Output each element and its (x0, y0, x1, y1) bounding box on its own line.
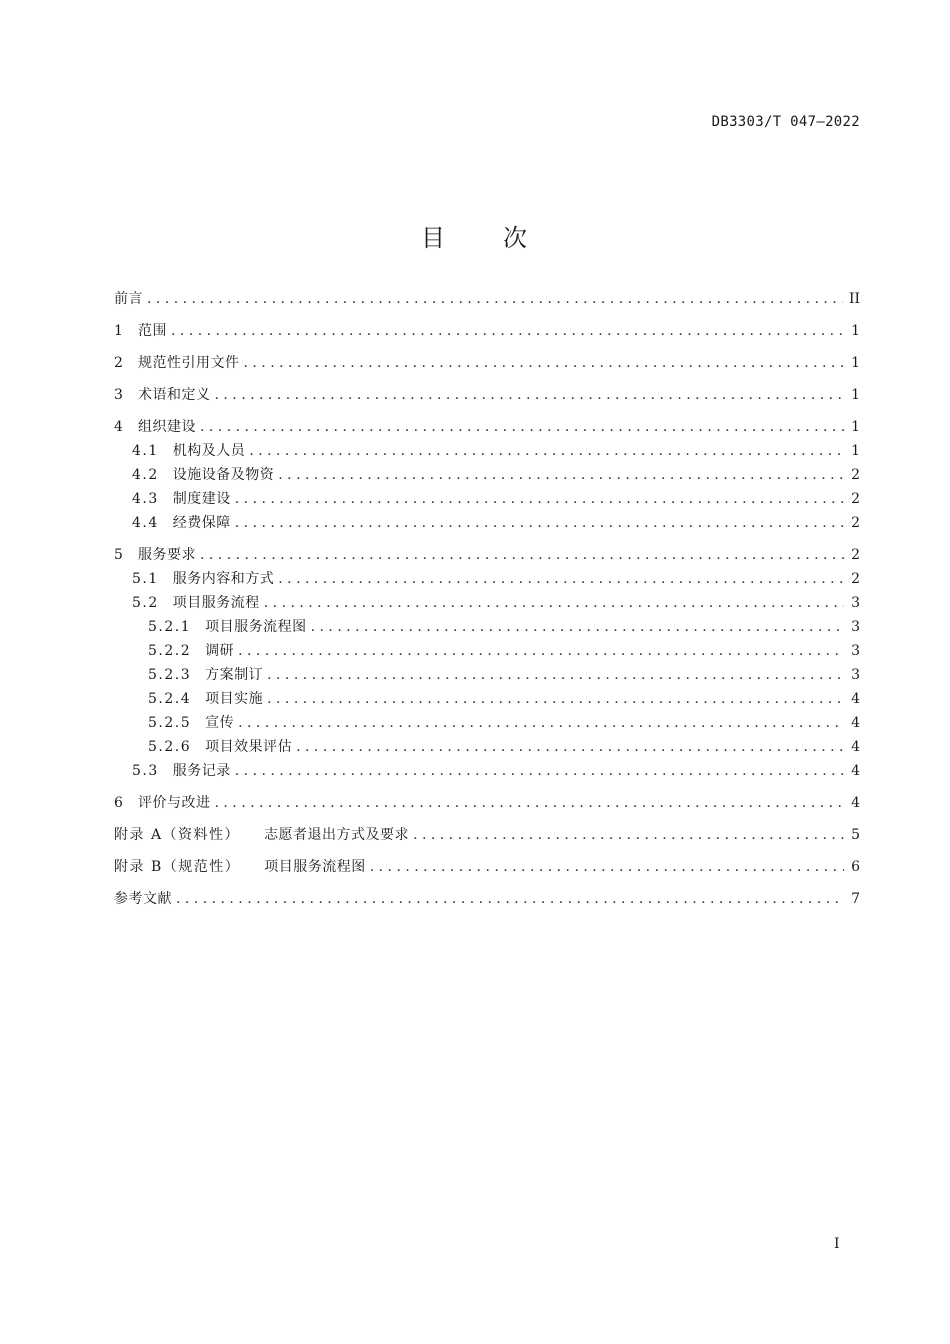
toc-entry-label: 规范性引用文件 (138, 355, 240, 371)
toc-entry-page: 3 (851, 595, 860, 611)
toc-entry-number: 5.2.4 (148, 691, 192, 707)
page-title (0, 218, 950, 253)
toc-entry[interactable] (114, 287, 860, 311)
toc-leader-dots (215, 383, 845, 407)
toc-entry-page: II (848, 291, 860, 307)
toc-entry-number: 5.2.3 (148, 667, 192, 683)
toc-entry-label: 前言 (114, 291, 143, 307)
toc-entry-label: 制度建设 (172, 491, 231, 507)
toc-leader-dots (176, 887, 844, 911)
document-id: DB3303/T 047—2022 (711, 114, 860, 130)
toc-entry-page: 4 (851, 763, 860, 779)
toc-leader-dots (244, 351, 845, 375)
toc-entry[interactable] (114, 439, 860, 463)
toc-entry[interactable] (114, 463, 860, 487)
toc-entry[interactable] (114, 415, 860, 439)
toc-entry-page: 7 (851, 891, 860, 907)
toc-entry-page: 4 (851, 795, 860, 811)
toc-leader-dots (171, 319, 844, 343)
toc-entry[interactable] (114, 543, 860, 567)
toc-entry-label: 范围 (138, 323, 167, 339)
toc-entry[interactable] (114, 639, 860, 663)
toc-entry[interactable] (114, 351, 860, 375)
toc-entry-page: 3 (851, 643, 860, 659)
toc-leader-dots (370, 855, 844, 879)
toc-entry-label: 宣传 (205, 715, 235, 731)
toc-entry-number: 4.1 (132, 443, 159, 459)
toc-entry-page: 2 (851, 467, 860, 483)
toc-entry-page: 2 (851, 515, 860, 531)
toc-entry-number: 1 (114, 323, 125, 339)
toc-entry-page: 3 (851, 667, 860, 683)
toc-leader-dots (147, 287, 843, 311)
toc-entry-number: 5.2 (132, 595, 159, 611)
toc-leader-dots (238, 639, 844, 663)
toc-entry-number: 3 (114, 387, 125, 403)
toc-entry-page: 2 (851, 571, 860, 587)
toc-entry-page: 1 (851, 323, 860, 339)
toc-entry-page: 4 (851, 739, 860, 755)
toc-entry-page: 1 (851, 387, 860, 403)
toc-entry-page: 6 (851, 859, 860, 875)
toc-leader-dots (215, 791, 845, 815)
toc-entry-number: 4.4 (132, 515, 159, 531)
toc-leader-dots (311, 615, 844, 639)
toc-entry-number: 2 (114, 355, 125, 371)
toc-leader-dots (249, 439, 844, 463)
toc-entry-label: 项目服务流程图 (264, 859, 366, 875)
toc-entry-label: 设施设备及物资 (172, 467, 275, 483)
toc-entry-number: 4.2 (132, 467, 159, 483)
toc-entry-page: 2 (851, 547, 860, 563)
toc-leader-dots (413, 823, 844, 847)
toc-entry-label: 机构及人员 (172, 443, 246, 459)
table-of-contents (114, 287, 860, 911)
toc-leader-dots (235, 759, 844, 783)
toc-entry[interactable] (114, 759, 860, 783)
toc-entry-number: 5.2.5 (148, 715, 192, 731)
toc-entry[interactable] (114, 735, 860, 759)
toc-entry-page: 4 (851, 715, 860, 731)
toc-entry-number: 4.3 (132, 491, 159, 507)
toc-entry-label: 项目服务流程图 (205, 619, 307, 635)
toc-entry[interactable] (114, 511, 860, 535)
toc-entry-number: 5.2.2 (148, 643, 192, 659)
toc-leader-dots (264, 591, 844, 615)
toc-entry[interactable] (114, 487, 860, 511)
toc-entry-page: 2 (851, 491, 860, 507)
toc-entry-label: 参考文献 (114, 891, 172, 907)
toc-entry[interactable] (114, 855, 860, 879)
toc-entry-label: 方案制订 (205, 667, 264, 683)
toc-entry-number: 5.2.6 (148, 739, 192, 755)
toc-leader-dots (278, 567, 844, 591)
toc-leader-dots (200, 415, 844, 439)
toc-leader-dots (235, 487, 844, 511)
toc-entry[interactable] (114, 319, 860, 343)
toc-entry-label: 经费保障 (172, 515, 231, 531)
toc-entry-number: 4 (114, 419, 125, 435)
toc-entry-label: 服务记录 (172, 763, 231, 779)
toc-entry-page: 1 (851, 355, 860, 371)
toc-entry-number: 5.3 (132, 763, 159, 779)
toc-entry-label: 调研 (205, 643, 235, 659)
toc-entry-page: 1 (851, 419, 860, 435)
toc-entry[interactable] (114, 791, 860, 815)
toc-entry-page: 3 (851, 619, 860, 635)
toc-entry-label: 服务内容和方式 (172, 571, 275, 587)
toc-entry-label: 项目效果评估 (205, 739, 293, 755)
toc-entry-number: 6 (114, 795, 125, 811)
toc-entry[interactable] (114, 567, 860, 591)
page-number: I (834, 1236, 840, 1252)
toc-entry-number: 附录 A（资料性） (114, 827, 241, 843)
toc-entry-label: 评价与改进 (138, 795, 211, 811)
toc-entry[interactable] (114, 383, 860, 407)
toc-entry-page: 4 (851, 691, 860, 707)
toc-leader-dots (235, 511, 844, 535)
title-part-2: 次 (503, 224, 529, 253)
toc-entry[interactable] (114, 615, 860, 639)
toc-entry-label: 志愿者退出方式及要求 (264, 827, 410, 843)
toc-leader-dots (267, 687, 844, 711)
toc-entry-label: 项目服务流程 (172, 595, 260, 611)
toc-entry[interactable] (114, 591, 860, 615)
toc-entry-label: 术语和定义 (138, 387, 211, 403)
toc-entry-label: 项目实施 (205, 691, 264, 707)
toc-leader-dots (200, 543, 844, 567)
toc-entry-page: 5 (851, 827, 860, 843)
toc-leader-dots (238, 711, 844, 735)
toc-entry-page: 1 (851, 443, 860, 459)
toc-entry[interactable] (114, 663, 860, 687)
toc-entry[interactable] (114, 823, 860, 847)
toc-entry[interactable] (114, 687, 860, 711)
toc-leader-dots (296, 735, 844, 759)
toc-leader-dots (278, 463, 844, 487)
toc-leader-dots (267, 663, 844, 687)
toc-entry-number: 5.1 (132, 571, 159, 587)
toc-entry[interactable] (114, 711, 860, 735)
toc-entry[interactable] (114, 887, 860, 911)
toc-entry-label: 服务要求 (138, 547, 196, 563)
title-part-1: 目 (421, 224, 447, 253)
toc-entry-number: 附录 B（规范性） (114, 859, 241, 875)
toc-entry-number: 5 (114, 547, 125, 563)
toc-entry-number: 5.2.1 (148, 619, 192, 635)
toc-entry-label: 组织建设 (138, 419, 196, 435)
